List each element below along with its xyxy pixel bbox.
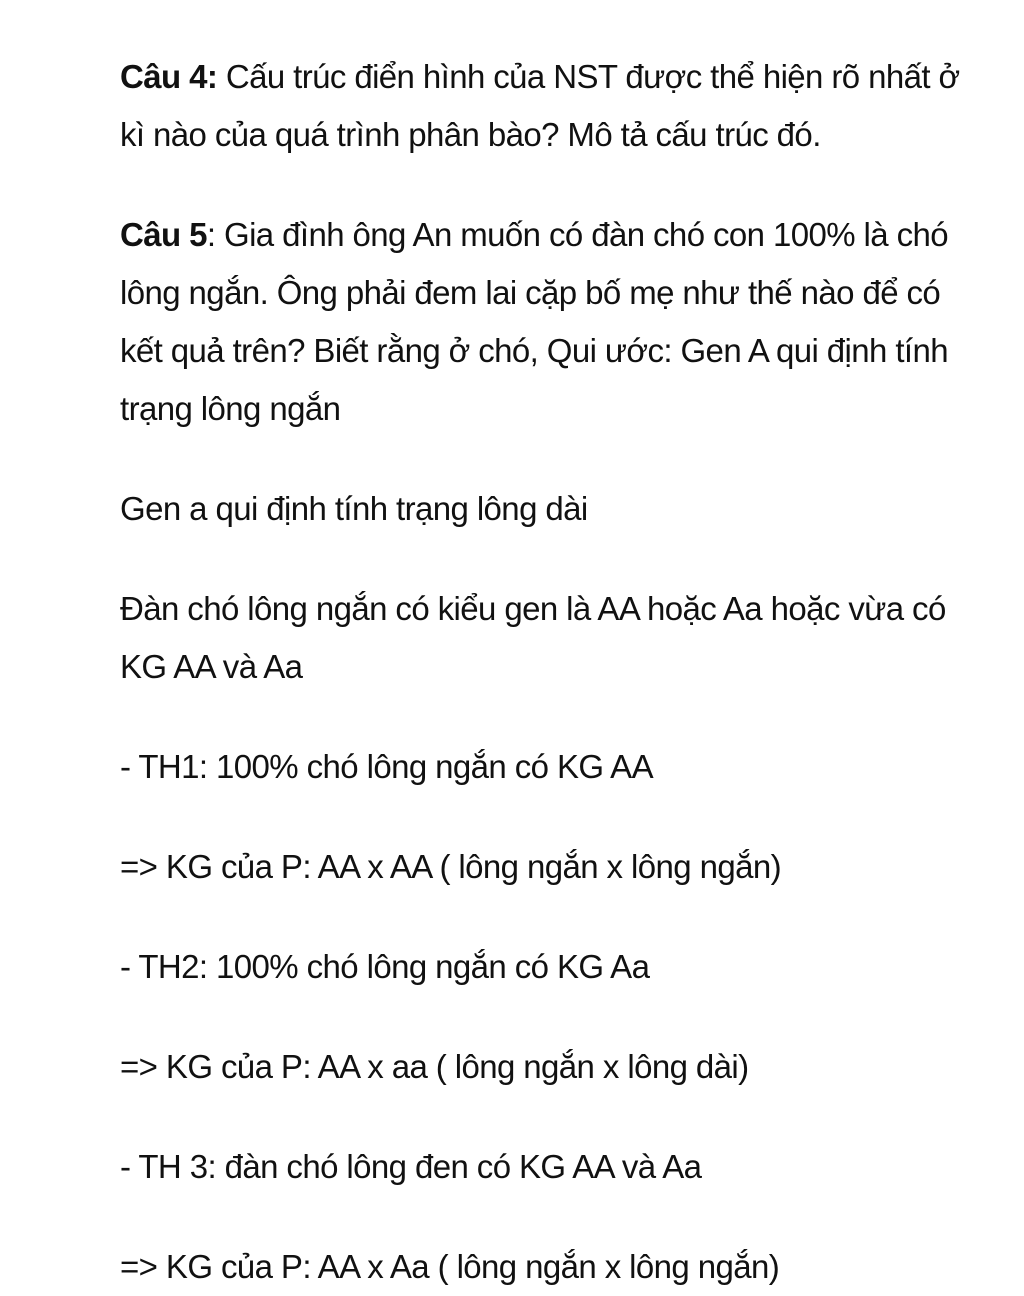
question-5-label: Câu 5 (120, 216, 207, 253)
answer-line-genotypes: Đàn chó lông ngắn có kiểu gen là AA hoặc Aa hoặc vừa có KG AA và Aa (120, 590, 946, 685)
document-body (120, 48, 960, 1296)
answer-line-gen-a: Gen a qui định tính trạng lông dài (120, 490, 588, 527)
question-4 (120, 48, 960, 164)
answer-line-case-1-parents: => KG của P: AA x AA ( lông ngắn x lông ngắn) (120, 848, 781, 885)
answer-line-case-1: - TH1: 100% chó lông ngắn có KG AA (120, 748, 653, 785)
answer-line-case-3-parents: => KG của P: AA x Aa ( lông ngắn x lông ngắn) (120, 1248, 780, 1285)
question-4-label: Câu 4: (120, 58, 218, 95)
answer-line-case-3: - TH 3: đàn chó lông đen có KG AA và Aa (120, 1148, 702, 1185)
answer-line-case-2: - TH2: 100% chó lông ngắn có KG Aa (120, 948, 650, 985)
question-5 (120, 206, 960, 438)
question-5-text: : Gia đình ông An muốn có đàn chó con 100% là chó lông ngắn. Ông phải đem lai cặp bố mẹ như thế nào để có kết quả trên? Biết rằng ở chó, Qui ước: Gen A qui định tính trạng lông ngắn (120, 216, 949, 427)
answer-line-case-2-parents: => KG của P: AA x aa ( lông ngắn x lông dài) (120, 1048, 749, 1085)
question-4-text: Cấu trúc điển hình của NST được thể hiện rõ nhất ở kì nào của quá trình phân bào? Mô tả cấu trúc đó. (120, 58, 960, 153)
